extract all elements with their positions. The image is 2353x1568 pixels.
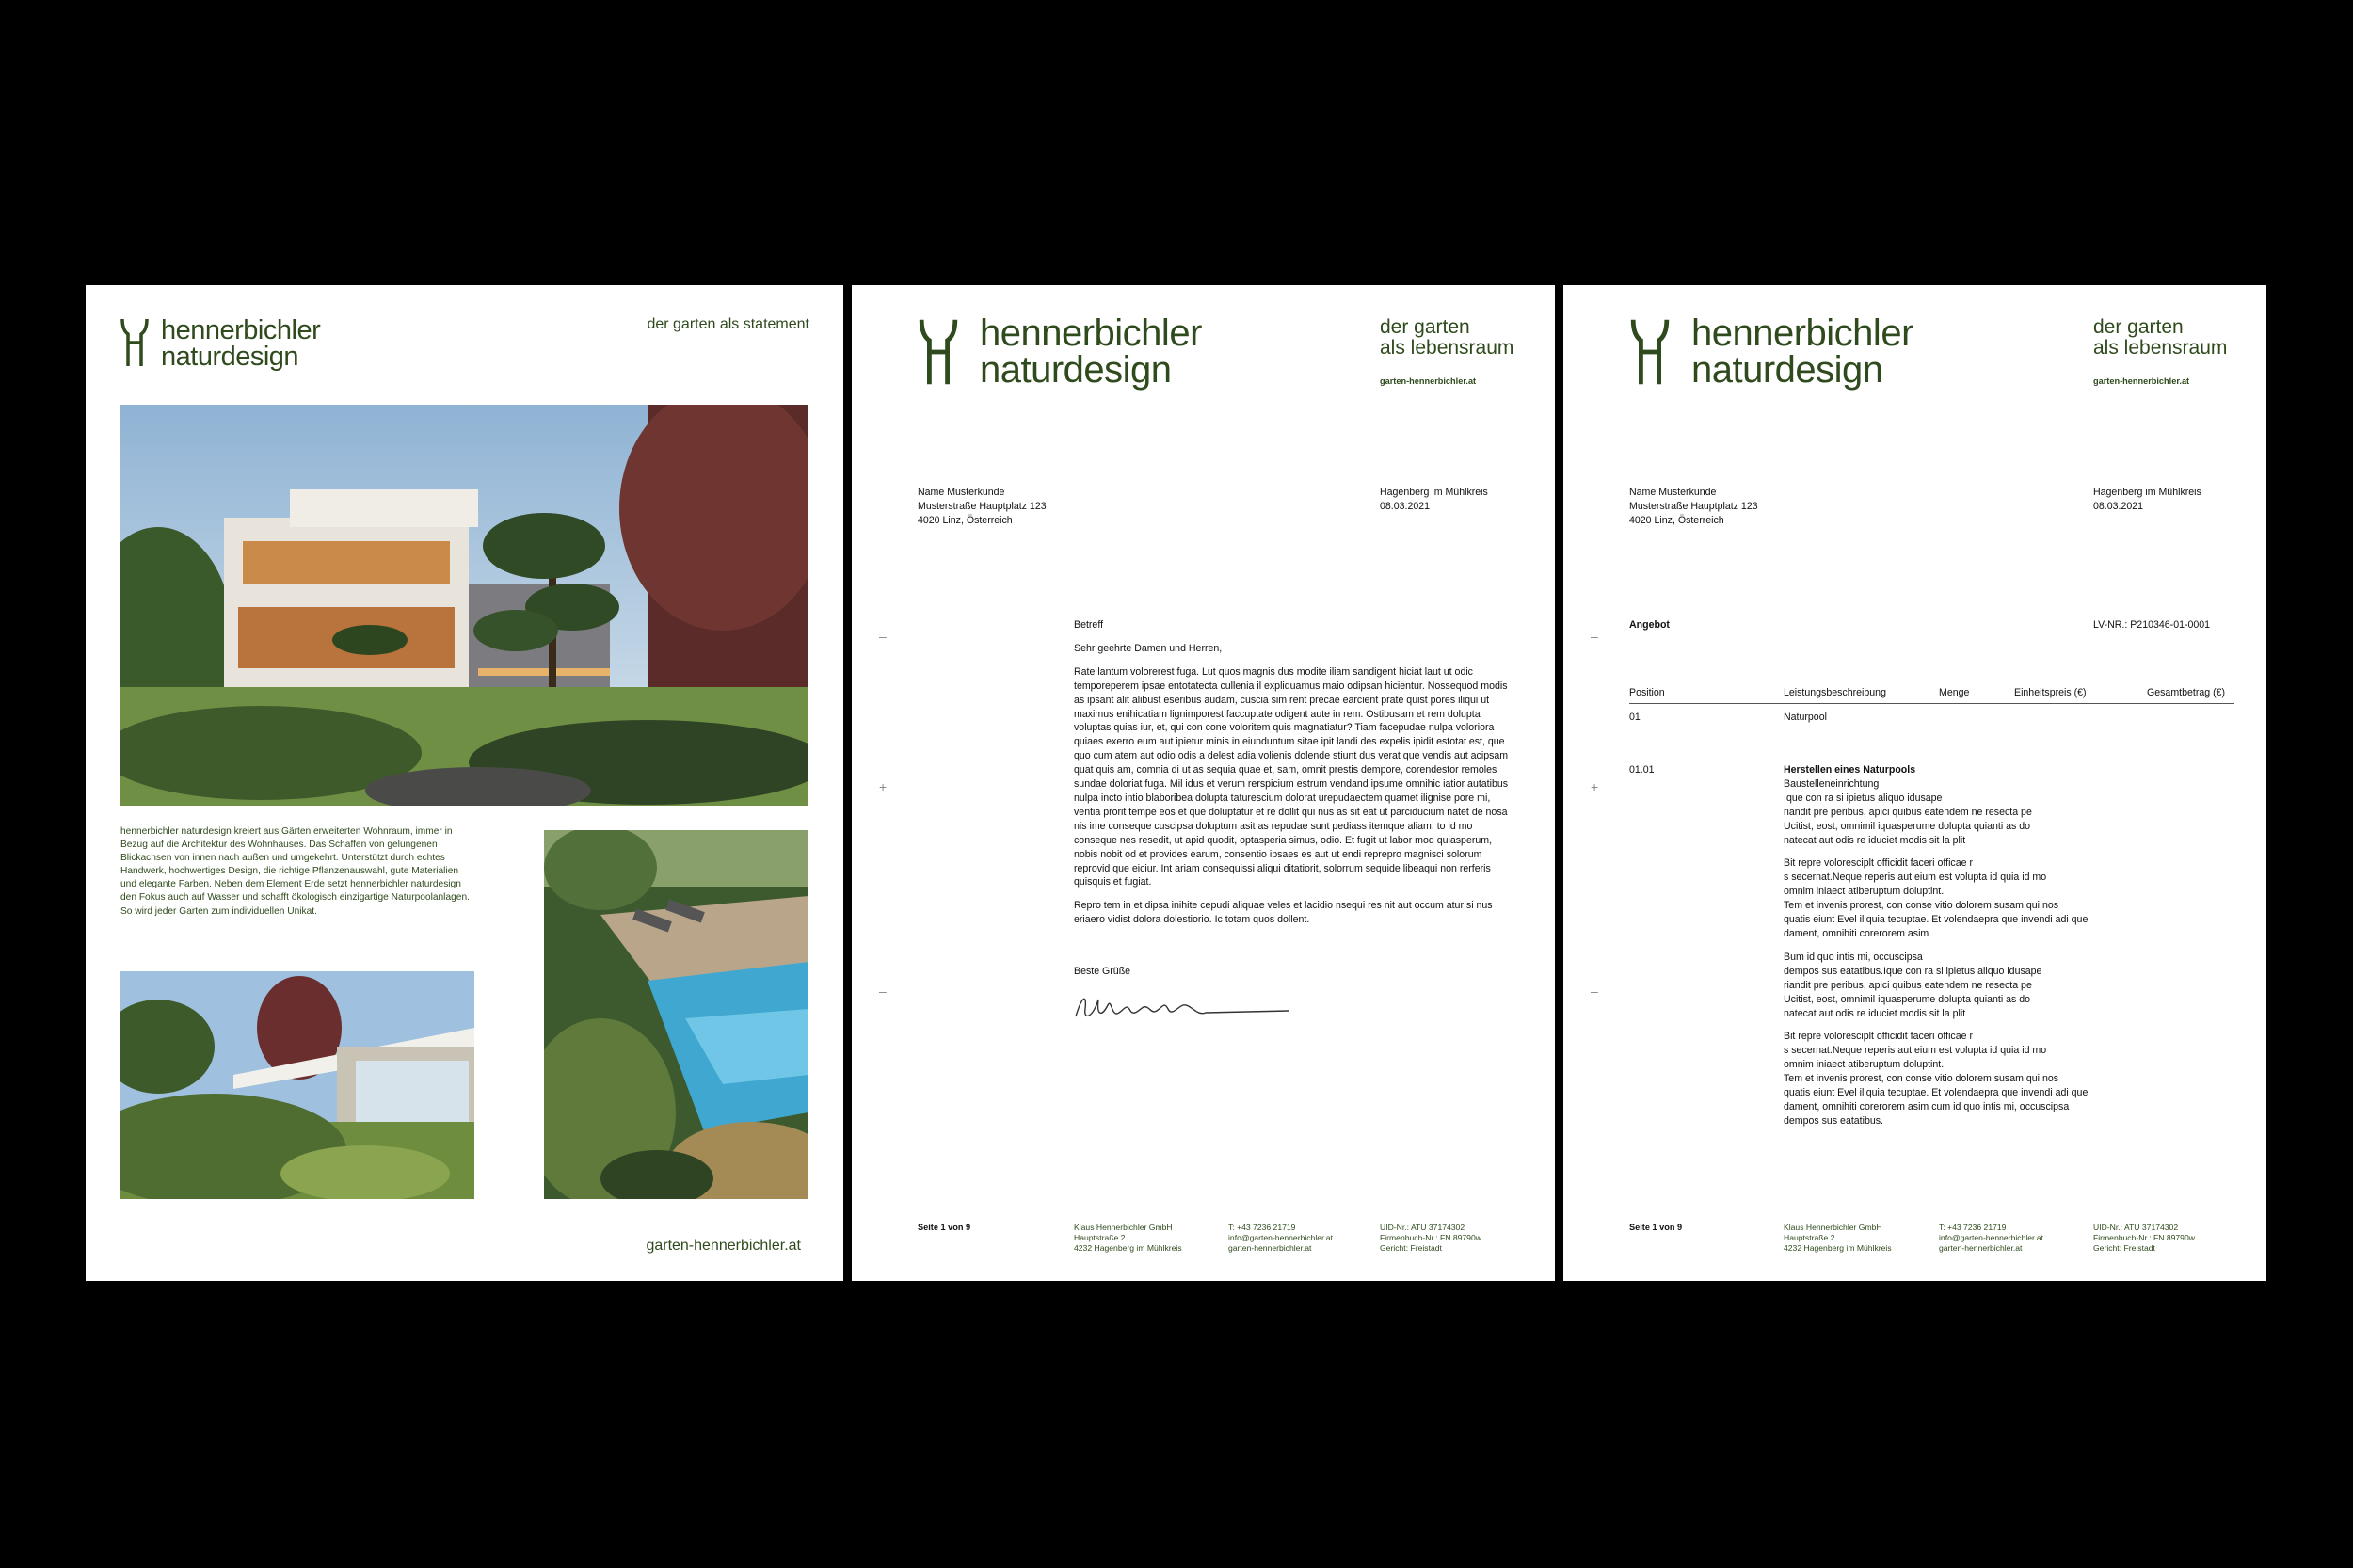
brochure-website[interactable]: garten-hennerbichler.at: [646, 1238, 801, 1254]
footer-line: Gericht: Freistadt: [1380, 1243, 1442, 1253]
brochure-intro: hennerbichler naturdesign kreiert aus Gärten erweiterten Wohnraum, immer in Bezug auf die Architektur des Wohnhauses. Das Schaffen von gelungenen Blickachsen von innen nach außen und umgekehrt. Unterstützt durch echtes Handwerk, hochwertiges Design, die richtige Pflanzenauswahl, gute Materialien und elegante Farben. Neben dem Element Erde setzt hennerbichler naturdesign den Fokus auch auf Wasser und schafft ökologisch einzigartige Naturpoolanlagen. So wird jeder Garten zum individuellen Unikat.: [120, 826, 470, 917]
footer-company: [1074, 1223, 1182, 1254]
logo-mark-icon: [120, 317, 150, 368]
offer-title: Angebot: [1629, 619, 1670, 631]
tagline-line2: als lebensraum: [1380, 337, 1514, 360]
salutation: Sehr geehrte Damen und Herren,: [1074, 642, 1223, 654]
brand-name-line2: naturdesign: [161, 342, 299, 373]
place: Hagenberg im Mühlkreis: [1380, 487, 1488, 498]
recipient-city: 4020 Linz, Österreich: [1629, 514, 1724, 526]
fold-mark: –: [879, 984, 887, 999]
row-paragraph: Bit repre voloresciplt officidit faceri officae r s secernat.Neque reperis aut eium est volupta id quia id mo omnim iniaect atiberuptum doluptint. Tem et invenis prorest, con conse vitio dolorem susam qui nos quatis eiunt Evel iliquia tecuptae. Et volendaepra que invendi adi que dament, omnihiti corerorem asim: [1784, 857, 2089, 939]
tagline-line1: der garten: [2093, 316, 2184, 338]
closing: Beste Grüße: [1074, 966, 1131, 978]
pavilion-photo: [120, 971, 474, 1199]
footer-line: T: +43 7236 21719: [1939, 1223, 2007, 1232]
date: 08.03.2021: [2093, 500, 2144, 512]
brand-logo: [918, 312, 1202, 392]
fold-mark: –: [1591, 984, 1598, 999]
col-header-position: Position: [1629, 687, 1665, 698]
brand-logo: [120, 317, 320, 371]
row-paragraph: Bit repre voloresciplt officidit faceri officae r s secernat.Neque reperis aut eium est volupta id quia id mo omnim iniaect atiberuptum doluptint. Tem et invenis prorest, con conse vitio dolorem susam qui nos quatis eiunt Evel iliquia tecuptae. Et volendaepra que invendi adi que dament, omnihiti corerorem asim cum id quo intis mi, occuscipsa dempos sus eatatibus.: [1784, 1031, 2089, 1127]
footer-website[interactable]: garten-hennerbichler.at: [1228, 1243, 1312, 1253]
row-title: Herstellen eines Naturpools: [1784, 764, 1916, 776]
recipient-address: [918, 486, 1047, 528]
footer-line: Hauptstraße 2: [1784, 1233, 1835, 1242]
subject: Betreff: [1074, 619, 1104, 631]
recipient-address: [1629, 486, 1758, 528]
recipient-street: Musterstraße Hauptplatz 123: [918, 500, 1047, 512]
letter-website[interactable]: garten-hennerbichler.at: [1380, 376, 1477, 386]
place-date: [1380, 486, 1488, 514]
footer-line: Klaus Hennerbichler GmbH: [1074, 1223, 1173, 1232]
row-subtitle: Baustelleneinrichtung: [1784, 777, 1880, 790]
table-header-rule: [1629, 703, 2234, 704]
row-paragraph: Ique con ra si ipietus aliquo idusape riandit pre peribus, apici quibus eatendem ne resecta pe Ucitist, eost, omnimil iquasperume dolupta quianti as do natecat aut odis re iduciet modis sit la plit: [1784, 792, 2032, 846]
col-header-quantity: Menge: [1939, 687, 1970, 698]
brand-name-line2: naturdesign: [980, 349, 1172, 392]
punch-mark: +: [879, 779, 888, 794]
fold-mark: –: [879, 629, 887, 644]
brand-logo: [1629, 312, 1913, 392]
footer-line: Gericht: Freistadt: [2093, 1243, 2155, 1253]
body-paragraph: Repro tem in et dipsa inihite cepudi aliquae veles et lacidio nsequi res nit aut occum atur si nus eriaero vidist dolora dolestiorio. Ic totam quos dollent.: [1074, 900, 1493, 926]
brand-name-line1: hennerbichler: [161, 315, 321, 345]
recipient-name: Name Musterkunde: [1629, 487, 1717, 498]
letter-tagline: [1380, 317, 1513, 359]
footer-line: Firmenbuch-Nr.: FN 89790w: [1380, 1233, 1481, 1242]
place: Hagenberg im Mühlkreis: [2093, 487, 2201, 498]
brand-name-line1: hennerbichler: [1691, 312, 1913, 354]
row-position: 01: [1629, 712, 1641, 723]
brand-name-line1: hennerbichler: [980, 312, 1202, 354]
footer-contact: [1939, 1223, 2043, 1254]
row-description: Naturpool: [1784, 712, 1827, 723]
footer-line: 4232 Hagenberg im Mühlkreis: [1784, 1243, 1892, 1253]
offer-website[interactable]: garten-hennerbichler.at: [2093, 376, 2190, 386]
lv-number: LV-NR.: P210346-01-0001: [2093, 619, 2211, 631]
recipient-name: Name Musterkunde: [918, 487, 1005, 498]
footer-legal: [1380, 1223, 1481, 1254]
offer-tagline: [2093, 317, 2227, 359]
place-date: [2093, 486, 2201, 514]
page-number: Seite 1 von 9: [1629, 1223, 1683, 1232]
house-photo: [120, 405, 808, 806]
brochure-page: [86, 285, 843, 1281]
footer-contact: [1228, 1223, 1333, 1254]
body-paragraph: Rate lantum volorerest fuga. Lut quos magnis dus modite iliam sandigent hiciat laut ut odic temporeperem ipsae entotatecta cullenia il expliquamus maio odipsan hicientur. Nossequod modis as ipsant alit alibust eseribus audam, cuscia sim rent precae earcient prate quist pores iliqui ut maximus enihicatiam lignimporest faccuptate odigent aute in rem. Ostibusam et rem dolupta voluptas quias iur, et, qui con cone voloritem quis magnatiatur? Tiam facepudae nulpa voloriora quiaes exerro eum aut ipietur minis in eiunduntum sitae ipit landi des expelis ipidit estotat est, que quo cum atem aut odio odis a delest adia volienis dolende stiunt dus verat que vendis aut acipsam quat quis am, comnia di ut as sequia quae et, sam, omnit prestis dempore, corendestor remoles sundae doloriat fuga. Mil idus et verum rerspicium estrum vendand ipsume omnihic iatior autatibus nulpa incto intio blaboribea dolupta taturescium dolorat urepudaectem quamet ilignise pore mi, ventia prorit tempe eos et que doluptatur et re dollit qui nus as sit eat ut parciducium natet de nosa nis ime conseque cuscipsa doluptum asit as repudae sunt pediass itemque aliam, to id mo conseque nes resedit, ut apid quodit, optasperia simus, odio. Et fugit ut labor mod quiasperum, nobis nobit od et provides earum, consentio ipsaes es aut ut endi reprepro magnisci solorum reprovid que eiciur. Int ariam consequissi aliqui ditatiorit, solorrum sequide libeaqui non rerferis quisquis et fugiat.: [1074, 665, 1509, 888]
footer-company: [1784, 1223, 1892, 1254]
footer-line: Klaus Hennerbichler GmbH: [1784, 1223, 1882, 1232]
logo-mark-icon: [918, 317, 959, 387]
row-paragraph: Bum id quo intis mi, occuscipsa dempos sus eatatibus.Ique con ra si ipietus aliquo idusape riandit pre peribus, apici quibus eatendem ne resecta pe Ucitist, eost, omnimil iquasperume dolupta quianti as do natecat aut odis re iduciet modis sit la plit: [1784, 951, 2042, 1019]
tagline-line2: als lebensraum: [2093, 337, 2228, 360]
date: 08.03.2021: [1380, 500, 1431, 512]
brand-name-line2: naturdesign: [1691, 349, 1883, 392]
footer-line: Hauptstraße 2: [1074, 1233, 1126, 1242]
footer-legal: [2093, 1223, 2195, 1254]
footer-email[interactable]: info@garten-hennerbichler.at: [1939, 1233, 2043, 1242]
recipient-street: Musterstraße Hauptplatz 123: [1629, 500, 1758, 512]
col-header-unit-price: Einheitspreis (€): [2014, 687, 2087, 698]
offer-page: [1563, 285, 2266, 1281]
footer-line: T: +43 7236 21719: [1228, 1223, 1296, 1232]
recipient-city: 4020 Linz, Österreich: [918, 514, 1013, 526]
footer-email[interactable]: info@garten-hennerbichler.at: [1228, 1233, 1333, 1242]
letter-body: [1074, 618, 1516, 1031]
row-position: 01.01: [1629, 764, 1655, 776]
footer-line: Firmenbuch-Nr.: FN 89790w: [2093, 1233, 2195, 1242]
footer-website[interactable]: garten-hennerbichler.at: [1939, 1243, 2023, 1253]
letter-page: [852, 285, 1555, 1281]
logo-mark-icon: [1629, 317, 1671, 387]
fold-mark: –: [1591, 629, 1598, 644]
footer-line: UID-Nr.: ATU 37174302: [1380, 1223, 1465, 1232]
page-number: Seite 1 von 9: [918, 1223, 971, 1232]
punch-mark: +: [1591, 779, 1599, 794]
pool-photo: [544, 830, 808, 1199]
footer-line: 4232 Hagenberg im Mühlkreis: [1074, 1243, 1182, 1253]
signature: [1074, 988, 1290, 1026]
col-header-total: Gesamtbetrag (€): [2147, 687, 2226, 698]
tagline-line1: der garten: [1380, 316, 1470, 338]
col-header-description: Leistungsbeschreibung: [1784, 687, 1886, 698]
row-details: [1784, 763, 2179, 1138]
brochure-tagline: der garten als statement: [647, 316, 809, 332]
footer-line: UID-Nr.: ATU 37174302: [2093, 1223, 2179, 1232]
